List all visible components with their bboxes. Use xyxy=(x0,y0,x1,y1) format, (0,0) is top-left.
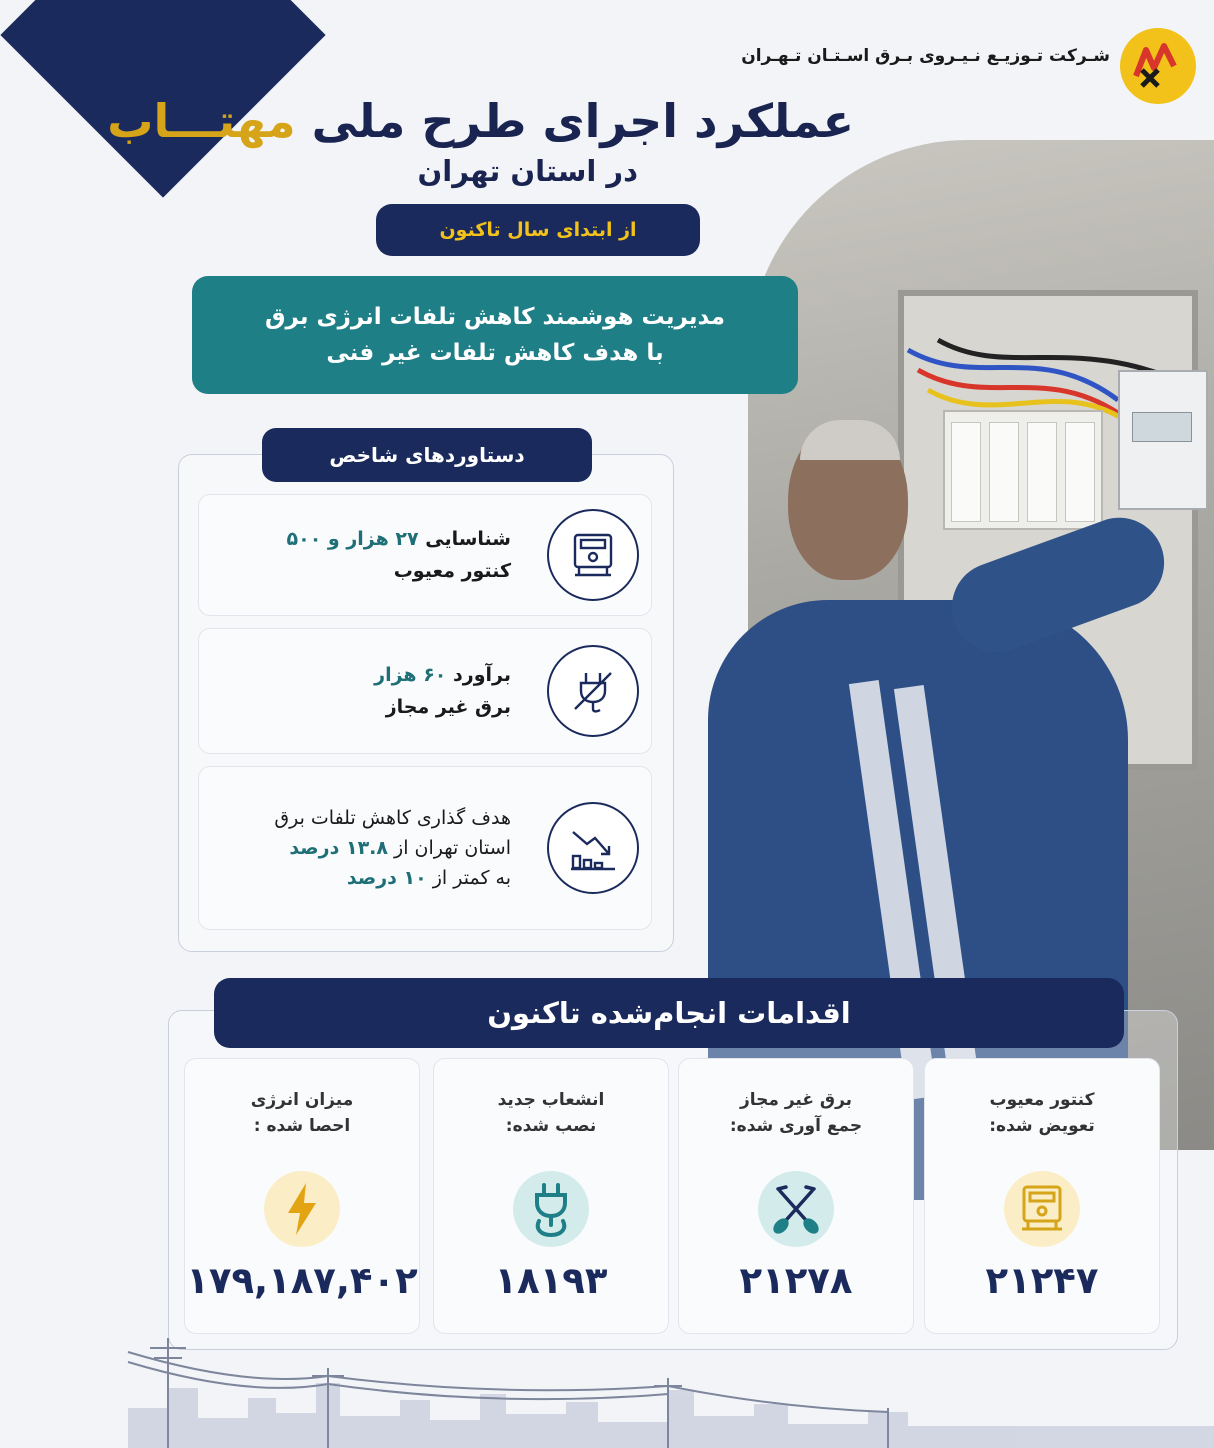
loss-current-percent: ۱۳.۸ درصد xyxy=(289,837,388,859)
stat-card-replaced-meters: کنتور معیوب تعویض شده: ۲۱۲۴۷ xyxy=(924,1058,1160,1334)
title-highlight: مهتـــاب xyxy=(107,94,296,148)
achievements-title: دستاوردهای شاخص xyxy=(262,428,592,482)
infographic-page xyxy=(107,0,1214,1448)
defective-meter-count: ۲۷ هزار و ۵۰۰ xyxy=(286,528,419,550)
page-subtitle: در استان تهران xyxy=(417,154,638,188)
goal-banner xyxy=(192,276,798,394)
goal-line-2: با هدف کاهش تلفات غیر فنی xyxy=(326,340,664,366)
stat-card-energy-recovered: میزان انرژی احصا شده : ۱۷۹,۱۸۷,۴۰۲ xyxy=(184,1058,420,1334)
company-name: شـرکت تـوزیـع نـیـروی بـرق اسـتـان تـهـران xyxy=(741,46,1110,66)
achievement-card: شناسایی ۲۷ هزار و ۵۰۰ کنتور معیوب xyxy=(198,494,652,616)
stat-value: ۱۷۹,۱۸۷,۴۰۲ xyxy=(186,1259,418,1302)
goal-line-1: مدیریت هوشمند کاهش تلفات انرژی برق xyxy=(264,304,726,330)
stat-value: ۲۱۲۴۷ xyxy=(985,1259,1099,1302)
actions-title: اقدامات انجام‌شده تاکنون xyxy=(214,978,1124,1048)
company-logo xyxy=(1120,28,1196,104)
stat-value: ۲۱۲۷۸ xyxy=(739,1259,853,1302)
city-skyline-decoration xyxy=(128,1328,1214,1448)
plug-icon xyxy=(511,1169,591,1249)
achievement-card: برآورد ۶۰ هزار برق غیر مجاز xyxy=(198,628,652,754)
since-badge: از ابتدای سال تاکنون xyxy=(376,204,700,256)
achievement-card: هدف گذاری کاهش تلفات برق استان تهران از ۱۳.۸ درصد به کمتر از ۱۰ درصد xyxy=(198,766,652,930)
stat-card-new-connections: انشعاب جدید نصب شده: ۱۸۱۹۳ xyxy=(433,1058,669,1334)
meter-icon xyxy=(1002,1169,1082,1249)
electric-meter xyxy=(1118,370,1208,510)
no-plug-icon xyxy=(547,645,639,737)
illegal-power-estimate: ۶۰ هزار xyxy=(374,664,447,686)
meter-icon xyxy=(547,509,639,601)
stat-card-illegal-collected: برق غیر مجاز جمع آوری شده: ۲۱۲۷۸ xyxy=(678,1058,914,1334)
loss-target-percent: ۱۰ درصد xyxy=(346,867,427,889)
stat-value: ۱۸۱۹۳ xyxy=(494,1259,608,1302)
pliers-icon xyxy=(756,1169,836,1249)
page-title: عملکرد اجرای طرح ملی مهتـــاب xyxy=(107,94,854,148)
breaker-row xyxy=(943,410,1103,530)
lightning-icon xyxy=(262,1169,342,1249)
chart-down-icon xyxy=(547,802,639,894)
